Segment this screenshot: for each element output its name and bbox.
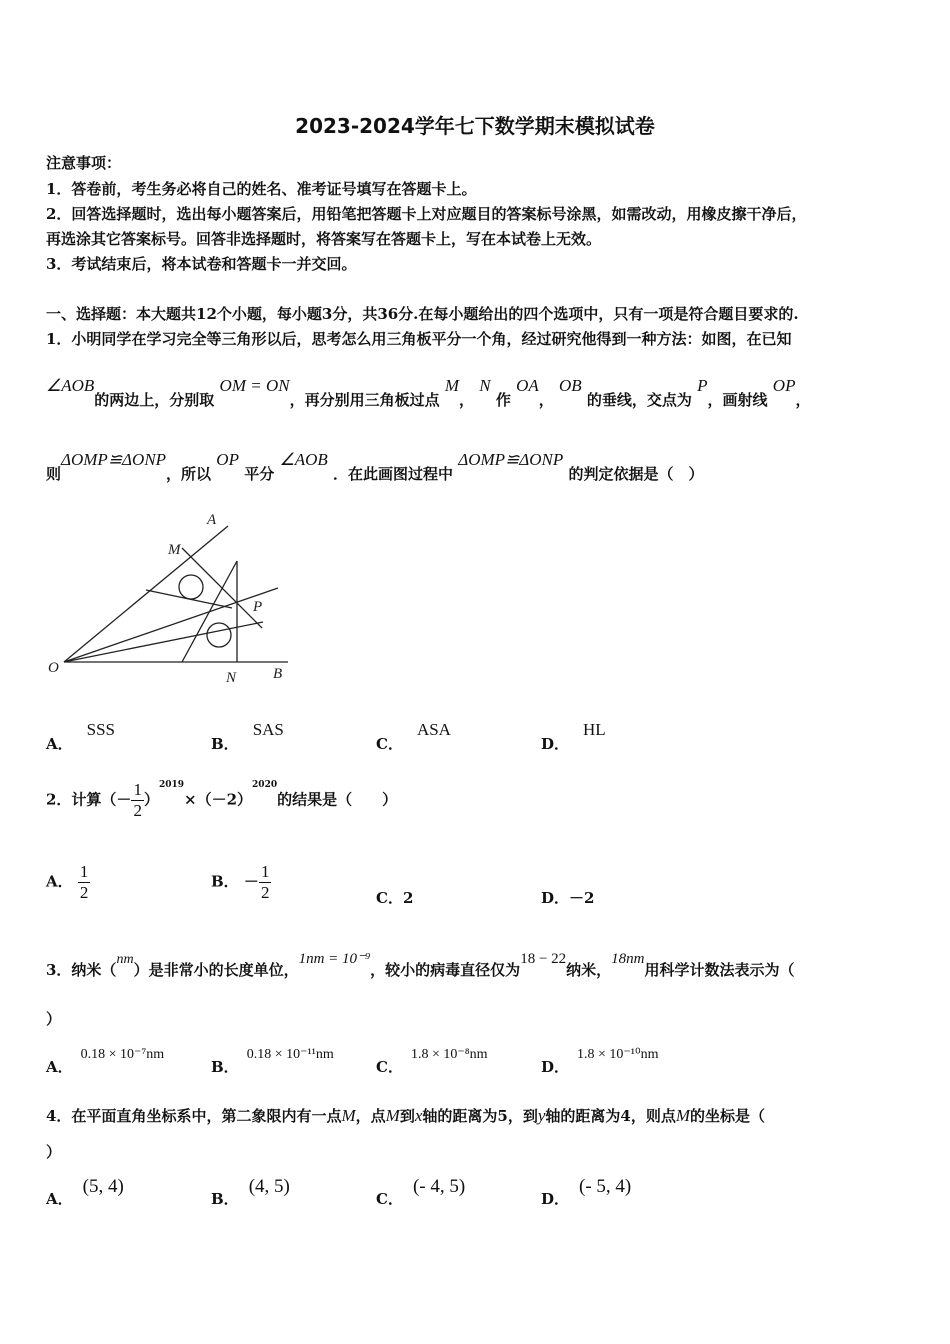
option-label: B．	[211, 735, 239, 753]
option-label: C．	[376, 735, 403, 753]
q3-option-b[interactable]	[211, 1047, 334, 1077]
q1-math-oa: OA	[516, 376, 539, 395]
label-n: N	[226, 670, 237, 686]
q1-text-3: 作	[495, 391, 511, 409]
option-value: 0.18 × 10⁻¹¹nm	[246, 1047, 334, 1062]
notes-item-1: 1．答卷前，考生务必将自己的姓名、准考证号填写在答题卡上。	[46, 180, 477, 198]
q4-text-5: 轴的距离为4，则点	[545, 1107, 676, 1125]
q1-line-1: 1．小明同学在学习完全等三角形以后，思考怎么用三角板平分一个角，经过研究他得到一种方法：如图，在已知	[46, 330, 792, 348]
q3-math-equation: 1nm = 10⁻⁹	[298, 951, 371, 967]
q3-line-1	[46, 951, 795, 980]
option-value: (- 4, 5)	[412, 1176, 466, 1197]
section-1-heading: 一、选择题：本大题共12个小题，每小题3分，共36分.在每小题给出的四个选项中，只有一项是符合题目要求的.	[46, 305, 799, 323]
q2-fraction-denominator: 2	[133, 801, 142, 820]
label-b: B	[273, 666, 283, 682]
option-value: SSS	[86, 720, 116, 739]
q1-line-2	[46, 376, 811, 410]
q3-text-5: 用科学计数法表示为（	[644, 961, 795, 979]
q1-option-a[interactable]	[46, 720, 116, 754]
q1-text-10: 的判定依据是（ ）	[568, 465, 704, 483]
q2-text-3: ×（－2）	[184, 790, 253, 809]
q4-text-4: 轴的距离为5，到	[422, 1107, 538, 1125]
q4-option-a[interactable]	[46, 1176, 124, 1210]
q1-text-5: ，画射线	[707, 391, 768, 409]
q1-text-2: ，再分别用三角板过点	[289, 391, 440, 409]
q1-math-p: P	[697, 376, 708, 395]
option-label: C．	[376, 1058, 403, 1076]
page-title: 2023-2024学年七下数学期末模拟试卷	[295, 114, 655, 138]
q2-option-a-fraction	[78, 862, 91, 903]
option-value: 1.8 × 10⁻¹⁰nm	[577, 1047, 659, 1062]
q2-option-c[interactable]: C．2	[376, 889, 414, 907]
q1-math-ob: OB	[559, 376, 582, 395]
q2-option-a[interactable]	[46, 862, 90, 903]
q4-math-x: x	[414, 1106, 423, 1125]
q1-comma-2: ，	[538, 391, 554, 409]
q2-option-b-fraction	[259, 862, 272, 903]
option-label: B．	[211, 1058, 239, 1076]
q4-line-1	[46, 1105, 765, 1126]
triangle-hole-2	[207, 623, 231, 647]
q3-option-c[interactable]	[376, 1047, 488, 1077]
q4-line-2: ）	[46, 1143, 62, 1161]
label-a: A	[207, 512, 217, 528]
label-o: O	[48, 660, 59, 676]
q1-option-c[interactable]	[376, 720, 451, 754]
option-value: HL	[583, 720, 606, 739]
q3-line-2: ）	[46, 1010, 62, 1028]
q2-fraction-numerator: 1	[133, 780, 142, 799]
option-label: D．	[541, 1058, 570, 1076]
q4-text-3: 到	[399, 1107, 415, 1125]
q4-text-1: 4．在平面直角坐标系中，第二象限内有一点	[46, 1107, 342, 1125]
q2-line	[46, 780, 397, 821]
option-label: B．	[211, 1190, 239, 1208]
q1-math-aob-2: ∠AOB	[279, 450, 328, 469]
q1-math-congruence-1: ΔOMP≌ΔONP	[61, 450, 167, 469]
q2-exponent-2: 2020	[252, 779, 278, 790]
q3-math-18nm: 18nm	[611, 951, 645, 967]
fraction-denominator: 2	[79, 883, 89, 902]
q2-text-2: ）	[143, 790, 159, 809]
q1-text-7: ，所以	[166, 465, 212, 483]
q1-comma-1: ，	[459, 391, 475, 409]
label-p: P	[253, 599, 263, 615]
q4-math-y: y	[537, 1106, 546, 1125]
q1-option-d[interactable]	[541, 720, 606, 754]
q4-text-2: ，点	[355, 1107, 386, 1125]
triangle-hole-1	[179, 575, 203, 599]
option-value: (- 5, 4)	[579, 1176, 632, 1197]
q3-math-range: 18 − 22	[520, 951, 567, 967]
q1-math-n: N	[479, 376, 491, 395]
option-value: (5, 4)	[82, 1176, 124, 1197]
notes-heading: 注意事项：	[46, 154, 122, 172]
q2-text-4: 的结果是（ ）	[277, 790, 398, 809]
q1-text-9: ．在此画图过程中	[332, 465, 453, 483]
option-value: 0.18 × 10⁻⁷nm	[80, 1047, 165, 1062]
option-label: D．	[541, 735, 570, 753]
option-label: A．	[46, 1190, 73, 1208]
option-value: 1.8 × 10⁻⁸nm	[410, 1047, 488, 1062]
fraction-numerator: 1	[260, 862, 270, 881]
q4-math-m-2: M	[385, 1106, 400, 1125]
option-label: A．	[46, 872, 73, 891]
q2-option-b-sign: －	[243, 872, 259, 891]
q3-text-1: 3．纳米（	[46, 961, 117, 979]
q3-math-nm: nm	[116, 952, 134, 967]
q1-math-aob: ∠AOB	[46, 376, 95, 395]
label-m: M	[168, 542, 181, 558]
q3-text-2: ）是非常小的长度单位，	[133, 961, 299, 979]
q4-option-c[interactable]	[376, 1176, 466, 1210]
option-label: A．	[46, 1058, 73, 1076]
q4-text-6: 的坐标是（	[690, 1107, 766, 1125]
option-label: B．	[211, 872, 239, 891]
option-label: A．	[46, 735, 73, 753]
q3-option-a[interactable]	[46, 1047, 165, 1077]
notes-item-3: 3．考试结束后，将本试卷和答题卡一并交回。	[46, 255, 357, 273]
q2-exponent-1: 2019	[158, 779, 185, 790]
q1-math-congruence-2: ΔOMP≌ΔONP	[458, 450, 564, 469]
q1-option-b[interactable]	[211, 720, 284, 754]
q1-text-8: 平分	[244, 465, 275, 483]
option-value: (4, 5)	[248, 1176, 290, 1197]
q1-text-1: 的两边上，分别取	[94, 391, 215, 409]
q1-figure	[44, 508, 304, 692]
fraction-numerator: 1	[79, 862, 89, 881]
fraction-denominator: 2	[260, 883, 270, 902]
q4-option-d[interactable]	[541, 1176, 632, 1210]
q1-math-op-2: OP	[216, 450, 239, 469]
q1-math-omon: OM = ON	[219, 376, 290, 395]
q1-math-op: OP	[772, 376, 796, 395]
q4-option-b[interactable]	[211, 1176, 290, 1210]
notes-item-2a: 2．回答选择题时，选出每小题答案后，用铅笔把答题卡上对应题目的答案标号涂黑，如需改动，用橡皮擦干净后，	[46, 205, 807, 223]
q2-text-1: 2．计算（－	[46, 790, 132, 809]
q4-math-m-1: M	[341, 1106, 356, 1125]
q1-comma-3: ，	[795, 391, 811, 409]
q2-fraction	[131, 780, 144, 821]
q3-option-d[interactable]	[541, 1047, 659, 1077]
q4-math-m-3: M	[675, 1106, 690, 1125]
q3-text-3: ，较小的病毒直径仅为	[370, 961, 521, 979]
q1-line-3	[46, 450, 704, 484]
q2-option-b[interactable]	[211, 862, 271, 903]
option-label: D．	[541, 1190, 570, 1208]
q3-text-4: 纳米，	[566, 961, 612, 979]
ray-oa	[64, 526, 228, 662]
q2-option-d[interactable]: D．－2	[541, 889, 595, 907]
option-value: ASA	[416, 720, 451, 739]
q1-text-6: 则	[46, 465, 62, 483]
q1-math-m: M	[444, 376, 459, 395]
option-label: C．	[376, 1190, 403, 1208]
option-value: SAS	[252, 720, 284, 739]
q1-text-4: 的垂线，交点为	[586, 391, 692, 409]
angle-bisector-diagram	[44, 508, 304, 688]
notes-item-2b: 再选涂其它答案标号。回答非选择题时，将答案写在答题卡上，写在本试卷上无效。	[46, 230, 602, 248]
